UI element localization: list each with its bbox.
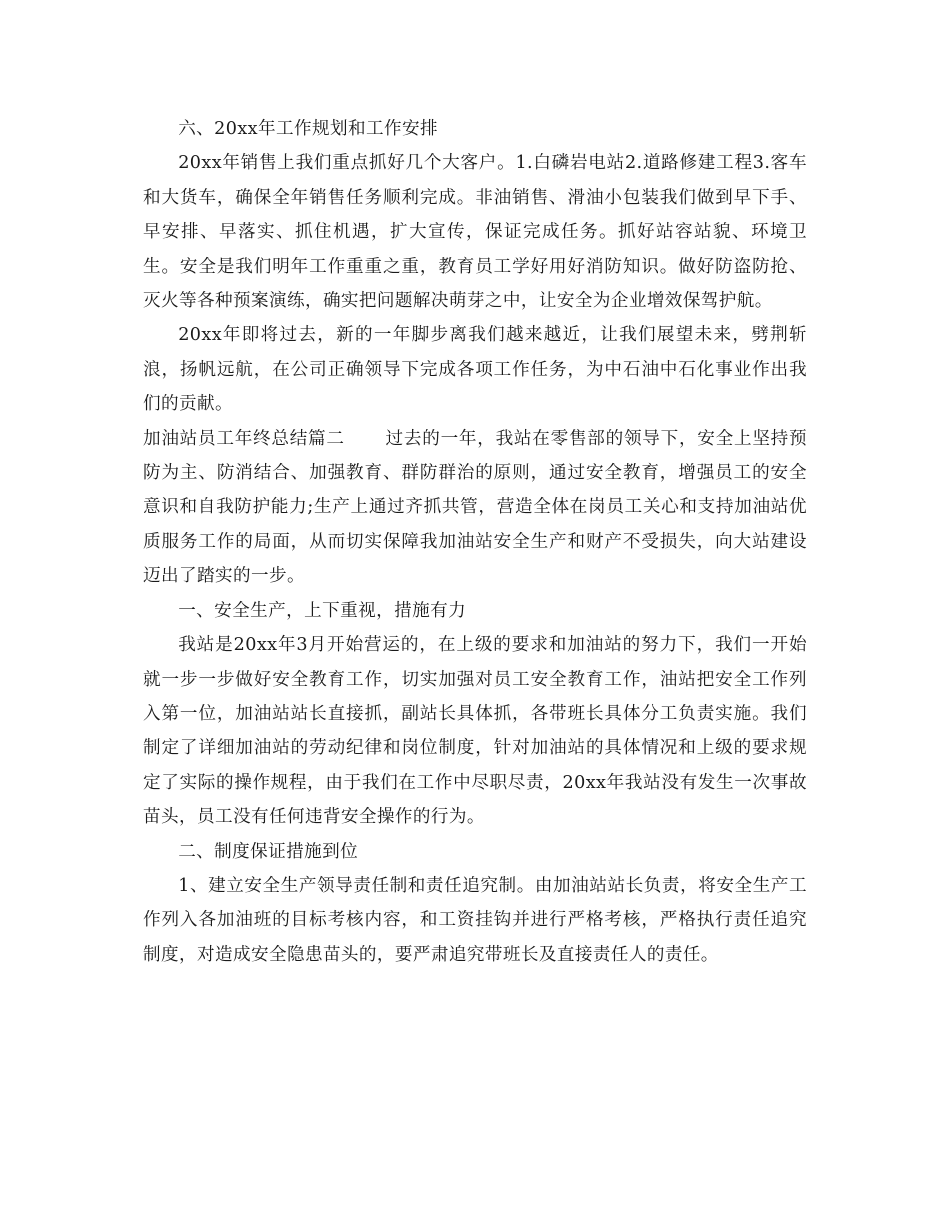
- paragraph-outlook: 20xx年即将过去，新的一年脚步离我们越来越近，让我们展望未来，劈荆斩浪，扬帆远航，在公司正确领导下完成各项工作任务，为中石油中石化事业作出我们的贡献。: [143, 325, 807, 415]
- section-body: 过去的一年，我站在零售部的领导下，安全上坚持预防为主、防消结合、加强教育、群防群治的原则，通过安全教育，增强员工的安全意识和自我防护能力;生产上通过齐抓共管，营造全体在岗员工关心和支持加油站优质服务工作的局面，从而切实保障我加油站安全生产和财产不受损失，向大站建设迈出了踏实的一步。: [143, 428, 807, 587]
- heading-safety-production: 一、安全生产，上下重视，措施有力: [178, 600, 467, 621]
- section-title: 加油站员工年终总结篇二: [143, 428, 345, 449]
- paragraph-section-two: [143, 422, 807, 594]
- heading-system-guarantee: 二、制度保证措施到位: [178, 841, 359, 862]
- paragraph-sales-plan: 20xx年销售上我们重点抓好几个大客户。1.白磷岩电站2.道路修建工程3.客车和大货车，确保全年销售任务顺利完成。非油销售、滑油小包装我们做到早下手、早安排、早落实、抓住机遇，扩大宣传，保证完成任务。抓好站容站貌、环境卫生。安全是我们明年工作重重之重，教育员工学好用好消防知识。做好防盗防抢、灭火等各种预案演练，确实把问题解决萌芽之中，让安全为企业增效保驾护航。: [143, 153, 807, 312]
- paragraph-responsibility-system: 1、建立安全生产领导责任制和责任追究制。由加油站站长负责，将安全生产工作列入各加油班的目标考核内容，和工资挂钩并进行严格考核，严格执行责任追究制度，对造成安全隐患苗头的，要严肃追究带班长及直接责任人的责任。: [143, 875, 807, 965]
- paragraph-safety-education: 我站是20xx年3月开始营运的，在上级的要求和加油站的努力下，我们一开始就一步一步做好安全教育工作，切实加强对员工安全教育工作，油站把安全工作列入第一位，加油站站长直接抓，副站长具体抓，各带班长具体分工负责实施。我们制定了详细加油站的劳动纪律和岗位制度，针对加油站的具体情况和上级的要求规定了实际的操作规程，由于我们在工作中尽职尽责，20xx年我站没有发生一次事故苗头，员工没有任何违背安全操作的行为。: [143, 635, 807, 828]
- heading-work-plan: 六、20xx年工作规划和工作安排: [178, 119, 438, 139]
- document-page: [143, 112, 807, 972]
